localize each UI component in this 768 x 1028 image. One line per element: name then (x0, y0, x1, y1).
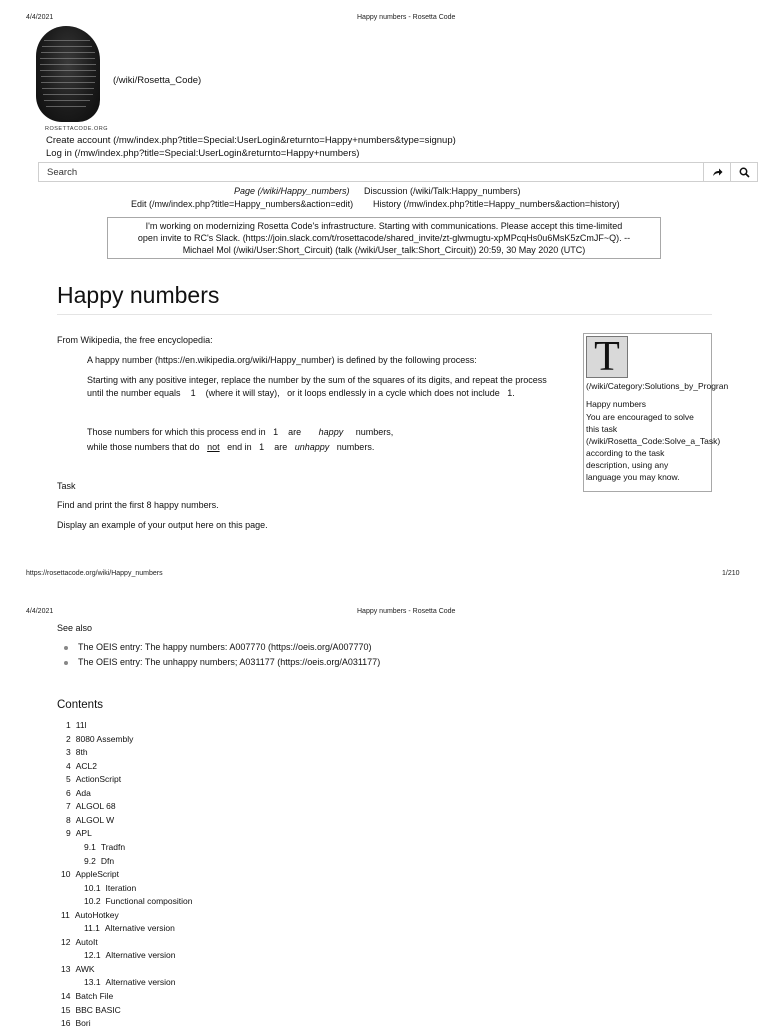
toc-number: 10.2 (84, 896, 101, 907)
toc-number: 3 (66, 747, 71, 758)
toc-item[interactable] (84, 950, 175, 960)
toc-number: 10 (61, 869, 71, 880)
toc-number: 15 (61, 1004, 71, 1015)
toc-item[interactable] (66, 815, 114, 825)
toc-label: Tradfn (100, 841, 126, 852)
toc-number: 2 (66, 733, 71, 744)
toc-item[interactable] (84, 842, 125, 852)
toc-item[interactable] (61, 991, 113, 1001)
toc-label: 8th (75, 747, 88, 758)
rosetta-stone-logo[interactable] (36, 26, 100, 122)
toc-label: 11l (75, 720, 87, 730)
toc-item[interactable] (61, 910, 119, 920)
toc-item[interactable] (66, 761, 97, 771)
site-notice (107, 217, 661, 259)
process-text-2: until the number equals 1 (where it will stay), or it loops endlessly in a cycle which does not include 1. (87, 388, 515, 398)
toc-label: Alternative version (105, 977, 176, 988)
title-divider (57, 314, 712, 315)
infobox-line: You are encouraged to solve (586, 412, 694, 422)
infobox-line: according to the task (586, 448, 665, 458)
from-wikipedia: From Wikipedia, the free encyclopedia: (57, 335, 213, 345)
toc-item[interactable] (66, 828, 92, 838)
task-infobox (583, 333, 729, 492)
toc-item[interactable] (66, 734, 133, 744)
infobox-line: language you may know. (586, 472, 680, 482)
infobox-line[interactable]: (/wiki/Rosetta_Code:Solve_a_Task) (586, 436, 721, 446)
tab-page[interactable]: Page (/wiki/Happy_numbers) (234, 186, 350, 196)
toc-label: AutoHotkey (74, 909, 119, 920)
toc-item[interactable] (84, 977, 175, 987)
task-letter-icon[interactable]: T (586, 336, 628, 378)
definition-text[interactable]: A happy number (https://en.wikipedia.org/wiki/Happy_number) is defined by the following process: (87, 355, 477, 365)
tab-edit[interactable]: Edit (/mw/index.php?title=Happy_numbers&action=edit) (131, 199, 354, 209)
toc-label: Functional composition (105, 896, 193, 907)
arrow-icon (712, 167, 723, 177)
task-text: Find and print the first 8 happy numbers. (57, 500, 219, 510)
infobox-line: this task (586, 424, 618, 434)
toc-number: 9.2 (84, 855, 96, 866)
toc-item[interactable] (66, 720, 86, 730)
create-account-link[interactable]: Create account (/mw/index.php?title=Special:UserLogin&returnto=Happy+numbers&type=signup) (46, 135, 456, 146)
contents-heading: Contents (57, 699, 104, 711)
toc-item[interactable] (66, 801, 116, 811)
toc-label: Alternative version (104, 923, 175, 934)
toc-label: AWK (75, 963, 95, 974)
go-button[interactable] (703, 163, 730, 181)
toc-number: 7 (66, 801, 71, 812)
page-title: Happy numbers (57, 282, 220, 308)
toc-item[interactable] (66, 747, 88, 757)
toc-item[interactable] (61, 1005, 121, 1015)
toc-item[interactable] (84, 923, 175, 933)
toc-number: 13 (61, 963, 71, 974)
toc-number: 8 (66, 814, 71, 825)
search-button[interactable] (730, 163, 757, 181)
toc-number: 16 (61, 1018, 71, 1028)
toc-number: 6 (66, 787, 71, 798)
logo-caption: ROSETTACODE.ORG (45, 126, 109, 132)
toc-item[interactable] (61, 964, 95, 974)
infobox-line: description, using any (586, 460, 669, 470)
toc-number: 9.1 (84, 841, 96, 852)
toc-item[interactable] (61, 869, 119, 879)
toc-number: 12.1 (84, 950, 101, 961)
tab-history[interactable]: History (/mw/index.php?title=Happy_numbers&action=history) (373, 199, 620, 209)
toc-label: 8080 Assembly (75, 733, 134, 744)
bullet-icon (64, 646, 68, 650)
see-also-heading: See also (57, 623, 93, 633)
toc-label: ALGOL W (75, 814, 115, 825)
magnifier-icon (739, 167, 750, 178)
toc-number: 11 (61, 909, 70, 920)
toc-item[interactable] (66, 788, 91, 798)
happy-definition: Those numbers for which this process end in 1 are happy numbers, (87, 427, 394, 437)
toc-label: Dfn (100, 855, 115, 866)
toc-label: Alternative version (105, 950, 176, 961)
tab-discussion[interactable]: Discussion (/wiki/Talk:Happy_numbers) (364, 186, 521, 196)
toc-label: ALGOL 68 (75, 801, 116, 812)
toc-item[interactable] (61, 1018, 91, 1028)
toc-label: ActionScript (75, 774, 122, 785)
toc-item[interactable] (66, 774, 121, 784)
toc-label: AppleScript (75, 869, 119, 880)
infobox-line: Happy numbers (586, 399, 647, 409)
print-page-number: 1/210 (722, 570, 740, 577)
toc-label: ACL2 (75, 760, 97, 771)
bullet-icon (64, 661, 68, 665)
print-footer-url: https://rosettacode.org/wiki/Happy_numbers (26, 570, 163, 577)
toc-number: 13.1 (84, 977, 101, 988)
unhappy-definition: while those numbers that do not end in 1 are unhappy numbers. (87, 442, 375, 452)
toc-number: 1 (66, 720, 71, 730)
toc-item[interactable] (84, 856, 114, 866)
notice-line[interactable]: open invite to RC's Slack. (https://join.slack.com/t/rosettacode/shared_invite/zt-glwmugtu-xpMPcqHs0u6MsK5zCmJF~Q). -- (137, 233, 631, 243)
toc-label: Iteration (105, 882, 137, 893)
toc-number: 14 (61, 991, 71, 1001)
toc-label: Ada (75, 787, 91, 798)
toc-item[interactable] (61, 937, 98, 947)
print-date: 4/4/2021 (26, 14, 54, 21)
print-title: Happy numbers - Rosetta Code (357, 14, 456, 21)
list-item[interactable]: The OEIS entry: The happy numbers: A007770 (https://oeis.org/A007770) (64, 642, 372, 652)
toc-item[interactable] (84, 883, 136, 893)
login-link[interactable]: Log in (/mw/index.php?title=Special:UserLogin&returnto=Happy+numbers) (46, 148, 360, 159)
toc-number: 11.1 (84, 923, 100, 934)
toc-label: APL (75, 828, 92, 839)
toc-number: 12 (61, 936, 71, 947)
toc-label: Batch File (75, 991, 114, 1001)
toc-label: AutoIt (75, 936, 98, 947)
task-text: Display an example of your output here on this page. (57, 520, 268, 530)
toc-number: 5 (66, 774, 71, 785)
list-item[interactable]: The OEIS entry: The unhappy numbers; A031177 (https://oeis.org/A031177) (64, 657, 380, 667)
infobox-line[interactable]: (/wiki/Category:Solutions_by_Progran (586, 381, 729, 391)
toc-number: 10.1 (84, 882, 101, 893)
notice-line: I'm working on modernizing Rosetta Code's infrastructure. Starting with communications. Please accept this time-limited (145, 221, 623, 231)
search-input[interactable]: Search (47, 166, 78, 178)
toc-item[interactable] (84, 896, 192, 906)
search-bar (38, 162, 758, 182)
print-date: 4/4/2021 (26, 608, 54, 615)
toc-label: BBC BASIC (75, 1004, 121, 1015)
toc-number: 9 (66, 828, 71, 839)
toc-number: 4 (66, 760, 71, 771)
process-text: Starting with any positive integer, replace the number by the sum of the squares of its digits, and repeat the process (87, 375, 547, 385)
print-title: Happy numbers - Rosetta Code (357, 608, 456, 615)
toc-label: Bori (75, 1018, 91, 1028)
notice-line[interactable]: Michael Mol (/wiki/User:Short_Circuit) (talk (/wiki/User_talk:Short_Circuit)) 20:59, 30 May 2020 (UTC) (182, 245, 586, 255)
task-heading: Task (57, 481, 76, 491)
logo-link[interactable]: (/wiki/Rosetta_Code) (113, 75, 202, 86)
